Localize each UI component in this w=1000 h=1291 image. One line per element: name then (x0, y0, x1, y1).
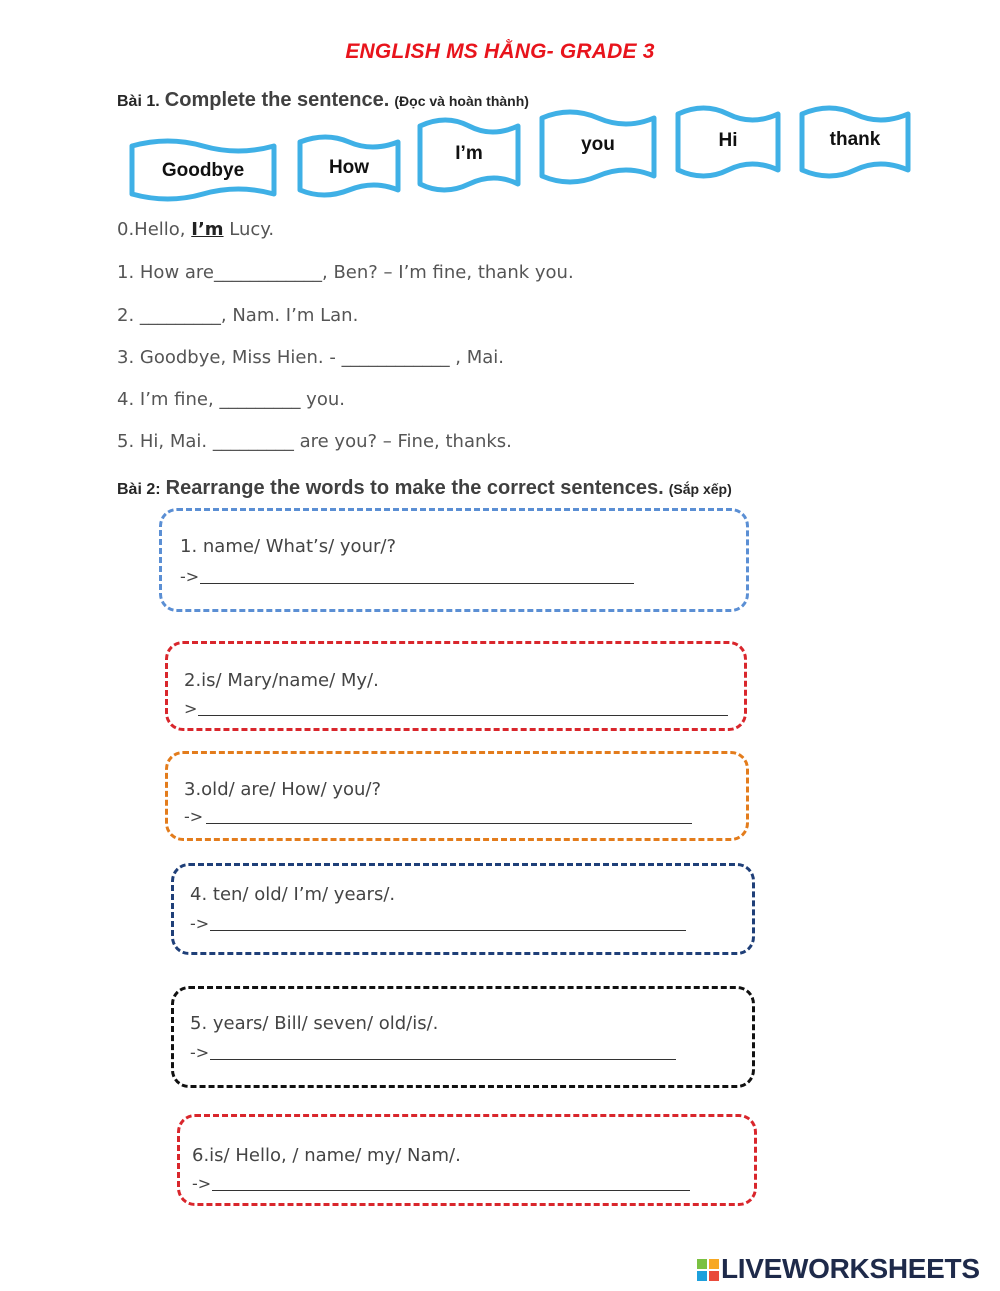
word-bank-word: thank (829, 129, 881, 150)
exercise-2-label: Bài 2: (117, 481, 161, 498)
answer-line[interactable] (200, 583, 634, 584)
rearrange-question: 5. years/ Bill/ seven/ old/is/. (190, 1013, 439, 1034)
rearrange-box (165, 641, 747, 731)
example-answer: I’m (191, 219, 224, 240)
exercise-2-note: (Sắp xếp) (668, 481, 732, 497)
answer-line[interactable] (198, 715, 728, 716)
answer-line[interactable] (210, 930, 686, 931)
rearrange-box (165, 751, 749, 841)
word-bank-flag[interactable] (538, 108, 658, 184)
answer-line[interactable] (206, 823, 692, 824)
rearrange-question: 1. name/ What’s/ your/? (180, 536, 396, 557)
fill-in-sentence[interactable]: 2. _________, Nam. I’m Lan. (117, 305, 359, 326)
liveworksheets-logo-icon (697, 1259, 719, 1281)
fill-in-sentence[interactable]: 3. Goodbye, Miss Hien. - ____________ , Mai. (117, 347, 505, 368)
fill-in-sentence[interactable]: 5. Hi, Mai. _________ are you? – Fine, thanks. (117, 431, 512, 452)
rearrange-question: 2.is/ Mary/name/ My/. (184, 670, 379, 691)
rearrange-question: 4. ten/ old/ I’m/ years/. (190, 884, 396, 905)
exercise-1-instruction: Complete the sentence. (164, 89, 390, 111)
word-bank-word: How (328, 157, 370, 178)
answer-line[interactable] (210, 1059, 676, 1060)
answer-prefix: -> (192, 1174, 212, 1193)
word-bank-flag[interactable] (674, 104, 782, 178)
worksheet-title: ENGLISH MS HẰNG- GRADE 3 (345, 40, 655, 63)
exercise-2-instruction: Rearrange the words to make the correct sentences. (165, 477, 664, 499)
answer-line[interactable] (212, 1190, 690, 1191)
fill-in-sentence[interactable]: 1. How are____________, Ben? – I’m fine, thank you. (117, 262, 574, 283)
word-bank-word: I’m (455, 143, 483, 164)
answer-prefix: -> (190, 1043, 210, 1062)
example-sentence (117, 219, 274, 240)
word-bank-word: you (581, 134, 615, 155)
answer-prefix: > (184, 699, 198, 718)
rearrange-box (171, 986, 755, 1088)
exercise-1-heading (117, 89, 529, 112)
word-bank-flag[interactable] (798, 104, 912, 178)
answer-prefix: -> (190, 914, 210, 933)
exercise-1-note: (Đọc và hoàn thành) (394, 93, 529, 109)
example-after: Lucy. (223, 219, 275, 240)
word-bank-word: Hi (718, 130, 738, 151)
rearrange-question: 3.old/ are/ How/ you/? (184, 779, 382, 800)
rearrange-box (159, 508, 749, 612)
rearrange-box (177, 1114, 757, 1206)
word-bank-flag[interactable] (416, 116, 522, 192)
word-bank-flag[interactable] (128, 138, 278, 202)
word-bank-flag[interactable] (296, 134, 402, 198)
fill-in-sentence[interactable]: 4. I’m fine, _________ you. (117, 389, 345, 410)
example-before: 0.Hello, (117, 219, 192, 240)
rearrange-box (171, 863, 755, 955)
answer-prefix: -> (184, 807, 204, 826)
word-bank-word: Goodbye (161, 160, 245, 181)
exercise-1-label: Bài 1. (117, 93, 160, 110)
exercise-2-heading (117, 477, 732, 500)
answer-prefix: -> (180, 567, 200, 586)
rearrange-question: 6.is/ Hello, / name/ my/ Nam/. (192, 1145, 461, 1166)
liveworksheets-wordmark: LIVEWORKSHEETS (721, 1253, 980, 1284)
